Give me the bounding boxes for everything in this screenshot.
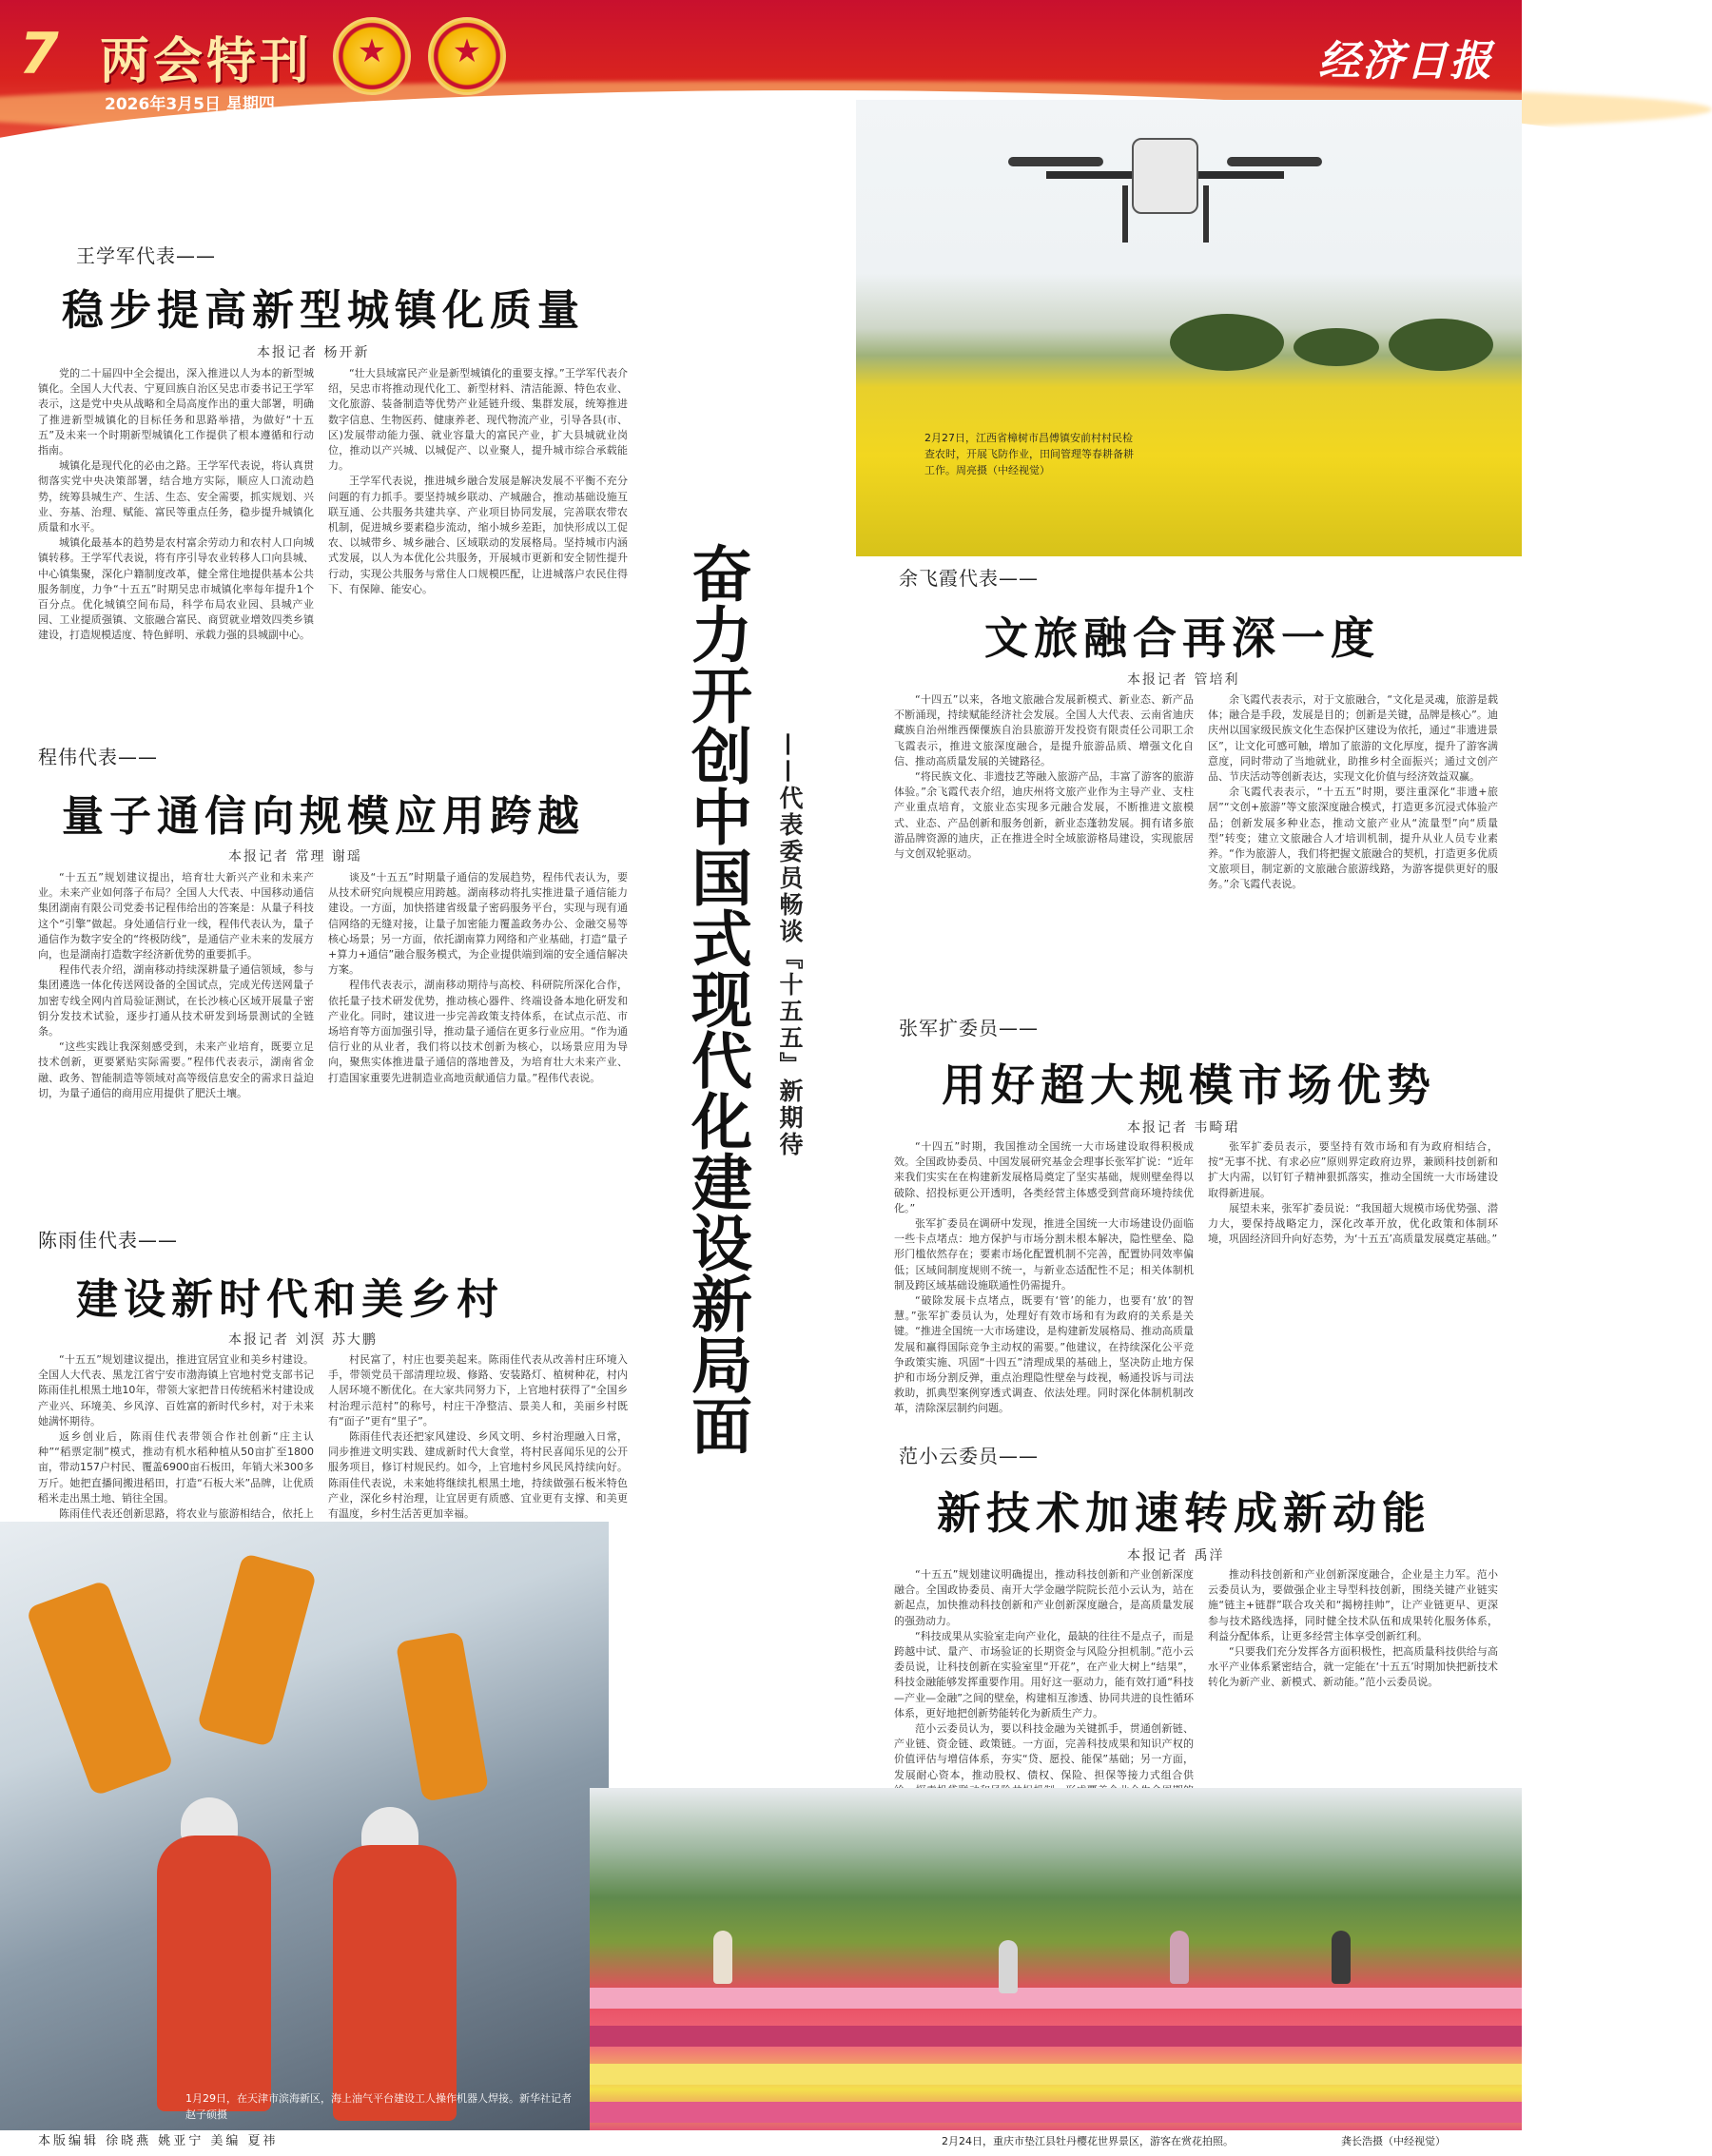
cppcc-emblem-icon: ★ bbox=[428, 17, 506, 95]
article-5-representative: 张军扩委员—— bbox=[899, 1017, 1039, 1039]
article-4-body-col2: 余飞霞代表表示，对于文旅融合，“文化是灵魂，旅游是载体；融合是手段，发展是目的；创新是关键，品牌是核心”。迪庆州以国家级民族文化生态保护区建设为依托，通过“非遗进景区”，让文化可感可触，增加了旅游的文化厚度，提升了游客满意度，同时带动了当地就业，助推乡村全面振兴；通过文创产品、节庆活动等创新表达，实现文化价值与经济效益双赢。 余飞霞代表表示，“十五五”时期，要注重深化“非遗+旅居”“文创+旅游”等文旅深度融合模式，打造更多沉浸式体验产品；创新发展多种业态，推动文旅产业从“流量型”向“质量型”转变；建立文旅融合人才培训机制，提升从业人员专业素养。“作为旅游人，我们将把握文旅融合的契机，打造更多优质文旅项目，制定新的文旅融合旅游线路，为游客提供更好的服务。”余飞霞代表说。 bbox=[1208, 693, 1498, 891]
flowers-photo-caption: 2月24日，重庆市垫江县牡丹樱花世界景区，游客在赏花拍照。 bbox=[942, 2135, 1234, 2147]
article-1-body-col1: 党的二十届四中全会提出，深入推进以人为本的新型城镇化。全国人大代表、宁夏回族自治区吴忠市委书记王学军表示，这是党中央从战略和全局高度作出的重大部署，明确了推进新型城镇化的目标任务和思路举措，为做好“十五五”及未来一个时期新型城镇化工作提供了根本遵循和行动指南。 城镇化是现代化的必由之路。王学军代表说，将认真贯彻落实党中央决策部署，结合地方实际，顺应人口流动趋势，统筹县城生产、生活、生态、安全需要，抓实规划、兴业、夯基、治理、赋能、富民等重点任务，稳步提升城镇化质量和水平。 城镇化最基本的趋势是农村富余劳动力和农村人口向城镇转移。王学军代表说，将有序引导农业转移人口向县城、中心镇集聚，深化户籍制度改革，健全常住地提供基本公共服务制度，力争“十五五”时期吴忠市城镇化率每年提升1个百分点。优化城镇空间布局，科学布局农业园、县城产业园、工业提质强镇、文旅融合富民、商贸就业增效四类乡镇建设，打造规模适度、特色鲜明、承载力强的县城副中心。 bbox=[38, 367, 314, 642]
issue-date: 2026年3月5日 星期四 bbox=[105, 95, 275, 114]
article-6-byline: 本报记者 禹洋 bbox=[1127, 1548, 1225, 1564]
drone-photo-caption: 2月27日，江西省樟树市昌傅镇安前村村民检查农时，开展飞防作业，田间管理等春耕备耕工作。周亮摄（中经视觉） bbox=[924, 432, 1134, 476]
article-2-headline: 量子通信向规模应用跨越 bbox=[62, 792, 585, 841]
article-4-body-col1: “十四五”以来，各地文旅融合发展新模式、新业态、新产品不断涌现，持续赋能经济社会发展。全国人大代表、云南省迪庆藏族自治州维西傈僳族自治县旅游开发投资有限责任公司职工余飞霞表示，推进文旅深度融合，是提升旅游品质、增强文化自信、推动高质量发展的关键路径。 “将民族文化、非遗技艺等融入旅游产品，丰富了游客的旅游体验。”余飞霞代表介绍，迪庆州将文旅产业作为主导产业、支柱产业重点培育，文旅业态实现多元融合发展，不断推进文旅模式、业态、产品创新和服务创新，新业态蓬勃发展。拥有诸多旅游品牌资源的迪庆，正在推进全时全域旅游格局建设，实现旅居与文创双轮驱动。 bbox=[894, 693, 1194, 861]
article-2-body-col2: 谈及“十五五”时期量子通信的发展趋势，程伟代表认为，要从技术研究向规模应用跨越。湖南移动将扎实推进量子通信能力建设。一方面，加快搭建省级量子密码服务平台，实现与现有通信网络的无缝对接，让量子加密能力覆盖政务办公、金融交易等核心场景；另一方面，依托湖南算力网络和产业基础，打造“量子+算力+通信”融合服务模式，为企业提供端到端的安全通信解决方案。 程伟代表表示，湖南移动期待与高校、科研院所深化合作，依托量子技术研发优势，推动核心器件、终端设备本地化研发和产业化。同时，建议进一步完善政策支持体系，在试点示范、市场培育等方面加强引导，推动量子通信在更多行业应用。“作为通信行业的从业者，我们将以技术创新为核心，以场景应用为导向，聚焦实体推进量子通信的落地普及，为培育壮大未来产业、打造国家重要先进制造业高地贡献通信力量。”程伟代表说。 bbox=[328, 871, 628, 1084]
newspaper-brand: 经济日报 bbox=[1318, 37, 1493, 86]
article-1-headline: 稳步提高新型城镇化质量 bbox=[62, 286, 585, 335]
editor-credits: 本版编辑 徐晓燕 姚亚宁 美编 夏祎 bbox=[38, 2134, 279, 2148]
workers-photo bbox=[0, 1522, 609, 2130]
article-2-byline: 本报记者 常理 谢瑶 bbox=[228, 849, 362, 864]
flowers-photo-credit: 龚长浩摄（中经视觉） bbox=[1341, 2135, 1446, 2147]
article-2-representative: 程伟代表—— bbox=[38, 746, 158, 768]
article-1-body-col2: “壮大县域富民产业是新型城镇化的重要支撑。”王学军代表介绍，吴忠市将推动现代化工、新型材料、清洁能源、特色农业、文化旅游、装备制造等优势产业延链升级、集群发展，统筹推进数字信息、生物医药、健康养老、现代物流产业，引导各县(市、区)发展带动能力强、就业容量大的富民产业，扩大县城就业岗位，推动以产兴城、以城促产、以业聚人，提升城市综合承载能力。 王学军代表说，推进城乡融合发展是解决发展不平衡不充分问题的有力抓手。要坚持城乡联动、产城融合，推动基础设施互联互通、公共服务共建共享、产业项目协同发展，完善联农带农机制，促进城乡要素稳步流动，缩小城乡差距，加快形成以工促农、以城带乡、城乡融合、区域联动的发展格局。坚持城市内涵式发展，以人为本优化公共服务，开展城市更新和安全韧性提升行动，实现公共服务与常住人口规模匹配，让进城落户农民住得下、有保障、能安心。 bbox=[328, 367, 628, 595]
article-5-body-col1: “十四五”时期，我国推动全国统一大市场建设取得积极成效。全国政协委员、中国发展研究基金会理事长张军扩说：“近年来我们实实在在构建新发展格局奠定了坚实基础，规则壁垒得以破除、招投标更公开透明，各类经营主体感受到营商环境持续优化。” 张军扩委员在调研中发现，推进全国统一大市场建设仍面临一些卡点堵点：地方保护与市场分割未根本解决，隐性壁垒、隐形门槛依然存在；要素市场化配置机制不完善，配置协同效率偏低；区域间制度规则不统一，与新业态适配性不足；相关体制机制及跨区域基础设施联通性仍需提升。 “破除发展卡点堵点，既要有‘管’的能力，也要有‘放’的智慧。”张军扩委员认为，处理好有效市场和有为政府的关系是关键。“推进全国统一大市场建设，是构建新发展格局、推动高质量发展和赢得国际竞争主动权的需要。”他建议，在持续深化公平竞争政策实施、巩固“十四五”清理成果的基础上，坚决防止地方保护和市场分割反弹，重点治理隐性壁垒与歧视，畅通投诉与司法救助，抓典型案例穿透式调查、依法处理。同时深化体制机制改革，清除深层制约问题。 bbox=[894, 1140, 1194, 1415]
banner-subtitle: ——代表委员畅谈『十五五』新期待 bbox=[776, 732, 804, 1158]
national-emblem-icon: ★ bbox=[333, 17, 411, 95]
section-title: 两会特刊 bbox=[100, 33, 314, 90]
banner-title: 奋力开创中国式现代化建设新局面 bbox=[681, 542, 752, 1455]
page-number: 7 bbox=[19, 21, 59, 87]
article-3-representative: 陈雨佳代表—— bbox=[38, 1229, 178, 1252]
article-4-representative: 余飞霞代表—— bbox=[899, 567, 1039, 590]
article-3-headline: 建设新时代和美乡村 bbox=[76, 1275, 504, 1324]
article-3-body-col1: “十五五”规划建议提出，推进宜居宜业和美乡村建设。全国人大代表、黑龙江省宁安市渤海镇上官地村党支部书记陈雨佳扎根黑土地10年，带领大家把昔日传统稻米村建设成产业兴、环境美、乡风淳、百姓富的新时代乡村，对于未来她满怀期待。 返乡创业后，陈雨佳代表带领合作社创新“庄主认种”“稻票定制”模式，推动有机水稻种植从50亩扩至1800亩，带动157户村民、覆盖6900亩石板田，年销大米300多万斤。她把直播间搬进稻田，打造“石板大米”品牌，让优质稻米走出黑土地、销往全国。 陈雨佳代表还创新思路，将农业与旅游相结合，依托上 bbox=[38, 1353, 314, 1521]
article-5-byline: 本报记者 韦畸珺 bbox=[1127, 1120, 1240, 1136]
article-5-body-col2: 张军扩委员表示，要坚持有效市场和有为政府相结合，按“无事不扰、有求必应”原则界定政府边界，兼顾科技创新和扩大内需，以钉钉子精神狠抓落实，推动全国统一大市场建设取得新进展。 展望未来，张军扩委员说：“我国超大规模市场优势强、潜力大，要保持战略定力，深化改革开放，优化政策和体制环境，巩固经济回升向好态势，为‘十五五’高质量发展奠定基础。” bbox=[1208, 1140, 1498, 1246]
article-4-byline: 本报记者 管培利 bbox=[1127, 672, 1240, 688]
article-6-body-col1: “十五五”规划建议明确提出，推动科技创新和产业创新深度融合。全国政协委员、南开大学金融学院院长范小云认为，站在新起点，加快推动科技创新和产业创新深度融合，是高质量发展的强劲动力。 “科技成果从实验室走向产业化，最缺的往往不是点子，而是跨越中试、量产、市场验证的长期资金与风险分担机制。”范小云委员说，让科技创新在实验室里“开花”，在产业大树上“结果”，科技金融能够发挥重要作用。用好这一驱动力，能有效打通“科技—产业—金融”之间的壁垒，构建相互渗透、协同共进的良性循环体系，更好地把创新势能转化为新质生产力。 范小云委员认为，要以科技金融为关键抓手，贯通创新链、产业链、资金链、政策链。一方面，完善科技成果和知识产权的价值评估与增信体系，夯实“贷、愿投、能保”基础；另一方面，发展耐心资本，推动股权、债权、保险、担保等接力式组合供 bbox=[894, 1568, 1194, 1781]
article-3-byline: 本报记者 刘溟 苏大鹏 bbox=[228, 1332, 378, 1348]
workers-photo-caption: 1月29日，在天津市滨海新区，海上油气平台建设工人操作机器人焊接。新华社记者 赵子硕摄 bbox=[185, 2092, 572, 2121]
article-3-body-col2: 村民富了，村庄也要美起来。陈雨佳代表从改善村庄环境入手，带领党员干部清理垃圾、修路、安装路灯、植树种花，村内人居环境不断优化。在大家共同努力下，上官地村获得了“全国乡村治理示范村”的称号，村庄干净整洁、景美人和，美丽乡村既有“面子”更有“里子”。 陈雨佳代表还把家风建设、乡风文明、乡村治理融入日常，同步推进文明实践、建成新时代大食堂，将村民喜闻乐见的公开服务项目，修订村规民约。如今，上官地村乡风民风持续向好。陈雨佳代表说，未来她将继续扎根黑土地，持续做强石板米特色产业，深化乡村治理，让宜居更有质感、宜业更有支撑、和美更有温度，乡村生活苦更加幸福。 bbox=[328, 1353, 628, 1521]
article-1-byline: 本报记者 杨开新 bbox=[257, 345, 370, 360]
drone-icon bbox=[1008, 119, 1322, 243]
article-5-headline: 用好超大规模市场优势 bbox=[942, 1059, 1436, 1111]
article-2-body-col1: “十五五”规划建议提出，培育壮大新兴产业和未来产业。未来产业如何落子布局？全国人大代表、中国移动通信集团湖南有限公司党委书记程伟给出的答案是：从量子科技这个“引擎”做起。身处通信行业一线，程伟代表认为，量子通信作为数字安全的“终极防线”，是通信产业未来的发展方向，也是湖南打造数字经济新优势的重要抓手。 程伟代表介绍，湖南移动持续深耕量子通信领域，参与集团遴选一体化传送网设备的全国试点，完成光传送网量子加密专线全网内首局验证测试，在长沙核心区域开展量子密钥分发技术试验，逐步打通从技术研发到场景测试的全链条。 “这些实践让我深刻感受到，未来产业培育，既要立足技术创新，更要紧贴实际需要。”程伟代表表示，湖南省金融、政务、智能制造等领域对高等级信息安全的需求日益迫切，为量子通信的商用应用提供了肥沃土壤。 bbox=[38, 871, 314, 1099]
article-6-body-col2: 推动科技创新和产业创新深度融合，企业是主力军。范小云委员认为，要做强企业主导型科技创新，围绕关键产业链实施“链主+链群”联合攻关和“揭榜挂帅”，让产业链更早、更深参与技术路线选择，同时健全技术队伍和成果转化服务体系，利益分配体系，让更多经营主体享受创新红利。 “只要我们充分发挥各方面积极性，把高质量科技供给与高水平产业体系紧密结合，就一定能在‘十五五’时期加快把新技术转化为新产业、新模式、新动能。”范小云委员说。 bbox=[1208, 1568, 1498, 1689]
flowers-photo bbox=[590, 1788, 1522, 2130]
article-6-representative: 范小云委员—— bbox=[899, 1445, 1039, 1467]
article-4-headline: 文旅融合再深一度 bbox=[984, 612, 1380, 664]
article-1-representative: 王学军代表—— bbox=[76, 244, 216, 267]
drone-photo bbox=[856, 100, 1522, 556]
article-6-headline: 新技术加速转成新动能 bbox=[937, 1487, 1431, 1539]
